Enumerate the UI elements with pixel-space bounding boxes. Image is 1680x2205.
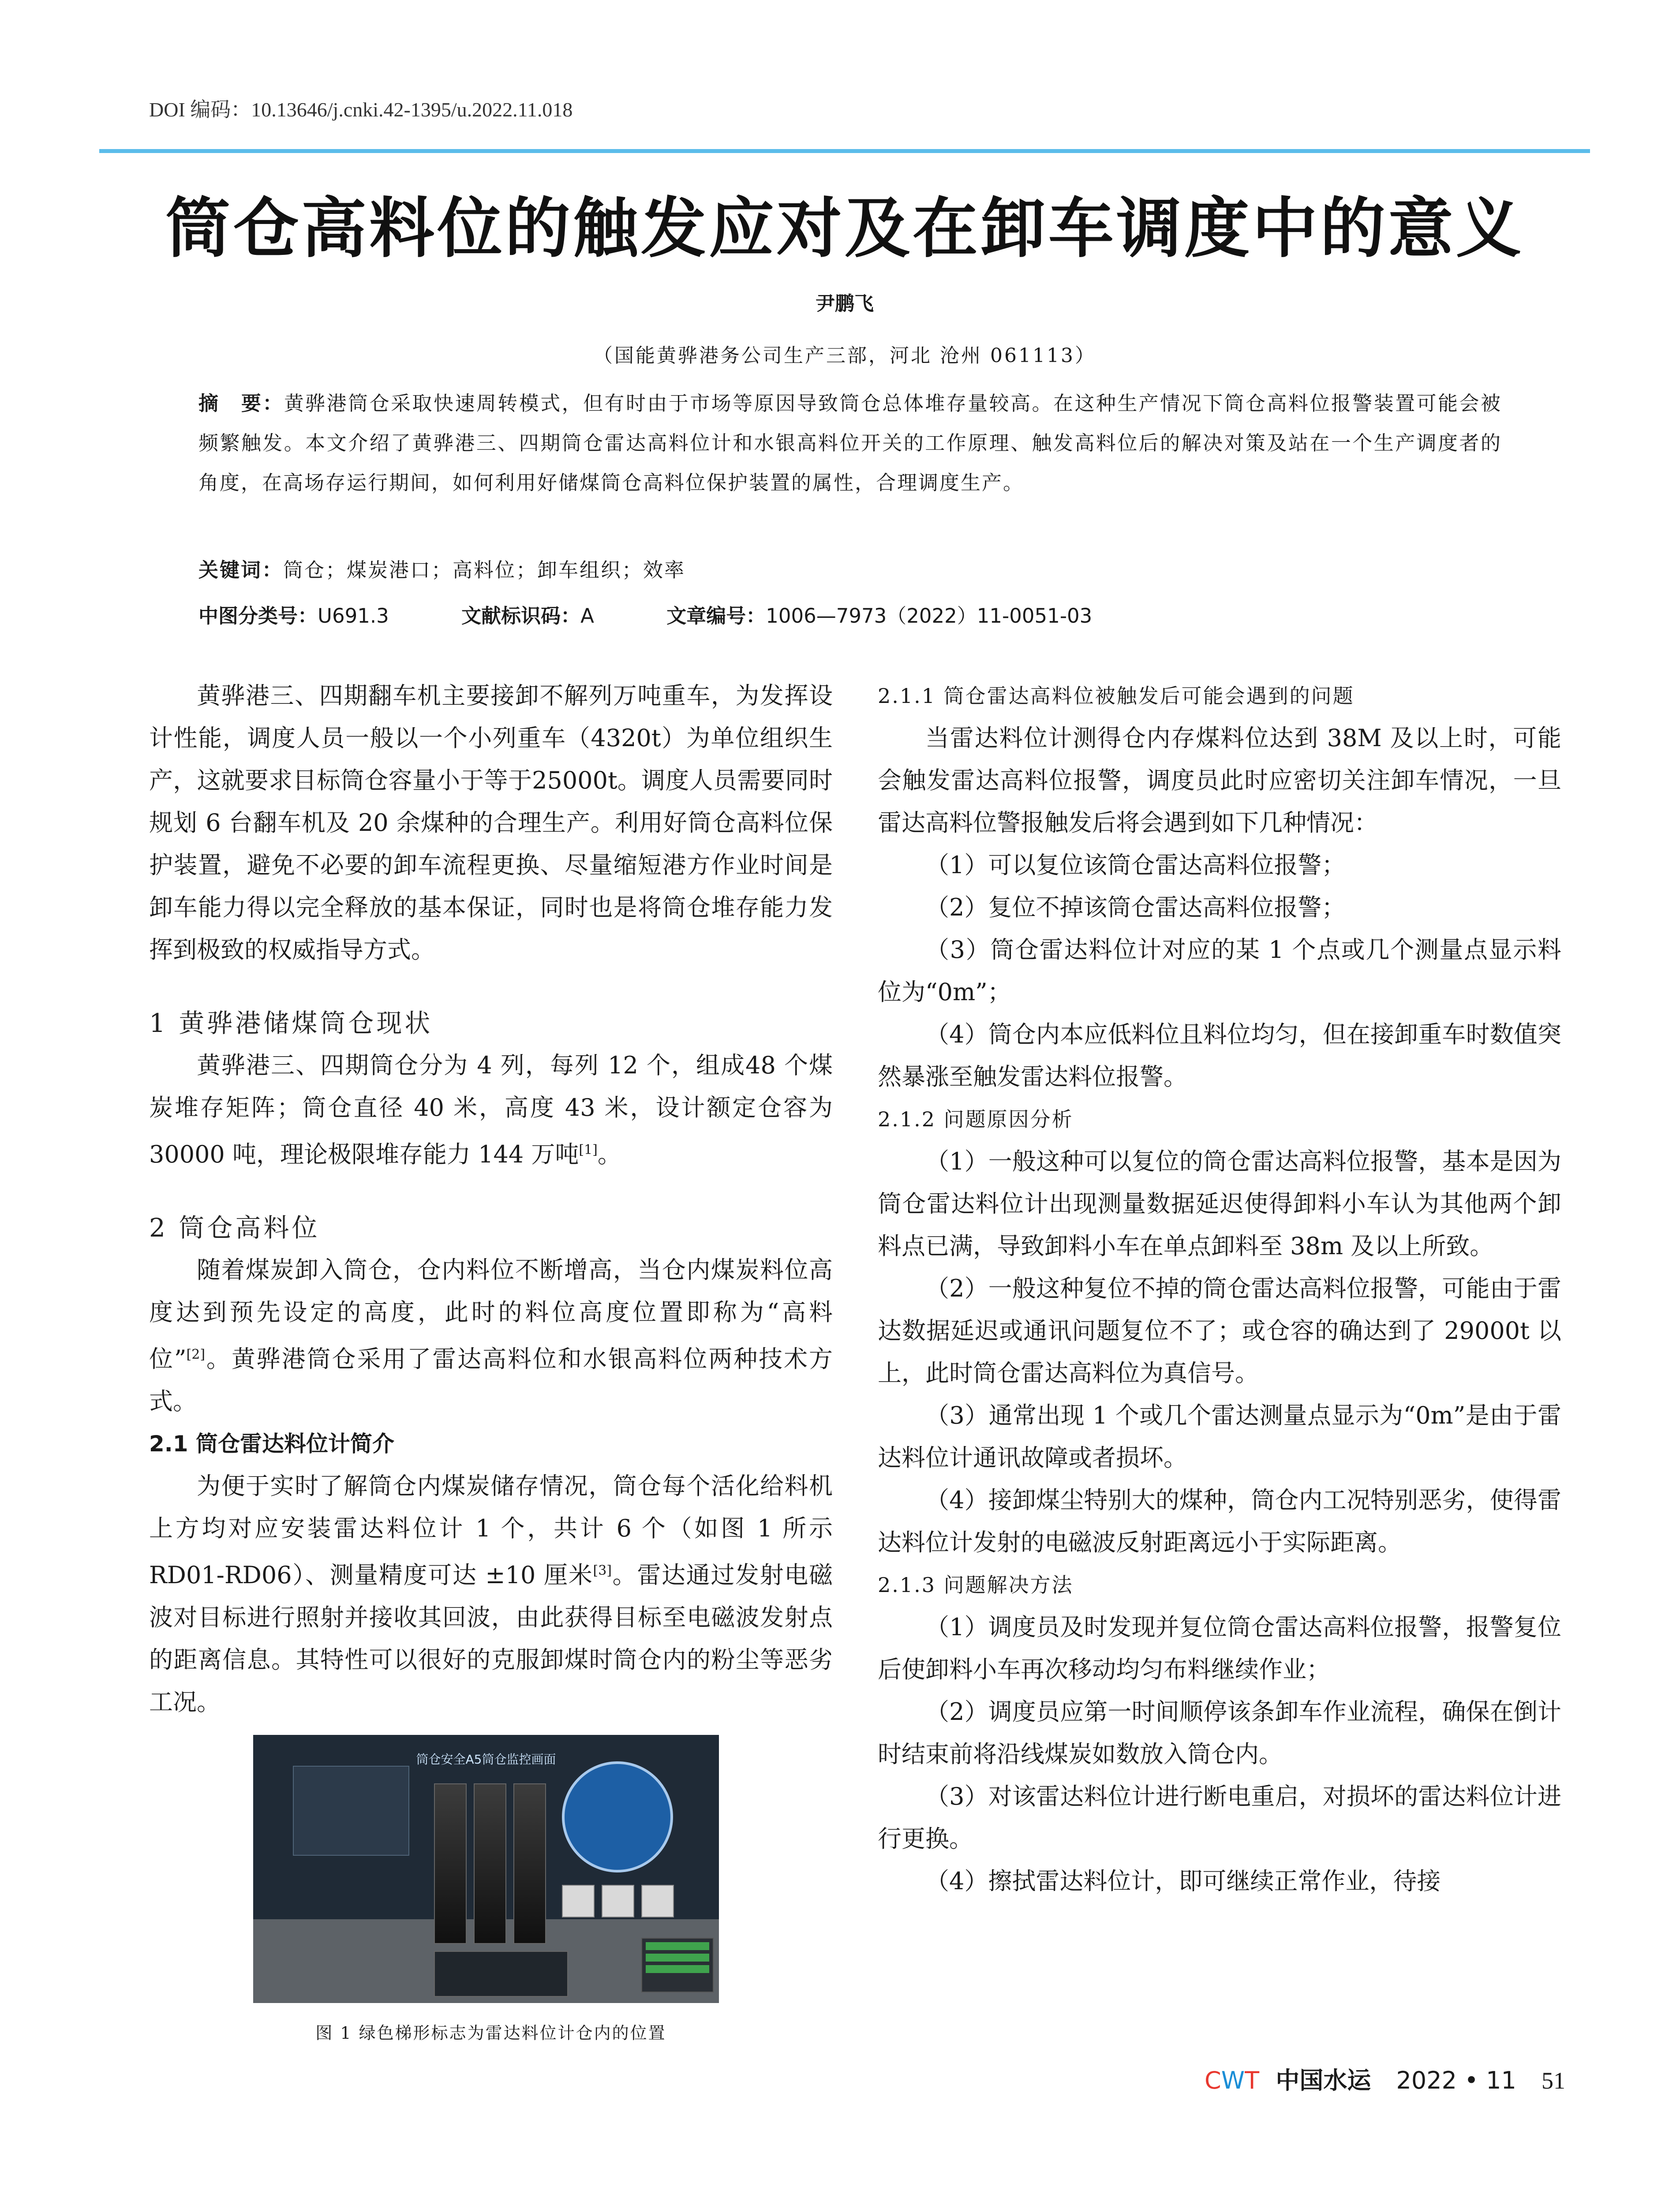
- figure-silo-column: [513, 1783, 546, 1944]
- intro-paragraph: 黄骅港三、四期翻车机主要接卸不解列万吨重车，为发挥设计性能，调度人员一般以一个小列重车（4320t）为单位组织生产，这就要求目标筒仓容量小于等于25000t。调度人员需要同时规划 6 台翻车机及 20 余煤种的合理生产。利用好筒仓高料位保护装置，避免不必要的卸车流程更换、尽量缩短港方作业时间是卸车能力得以完全释放的基本保证，同时也是将筒仓堆存能力发挥到极致的权威指导方式。: [149, 682, 833, 964]
- abstract: [198, 384, 1502, 503]
- section-2-1-paragraph: [149, 1465, 833, 1723]
- figure-table-box: [434, 1951, 568, 1997]
- clc-value: U691.3: [318, 604, 389, 628]
- s212-item: （4）接卸煤尘特别大的煤种，筒仓内工况特别恶劣，使得雷达料位计发射的电磁波反射距离远小于实际距离。: [878, 1486, 1561, 1556]
- section-2-1-2-title: 2.1.2 问题原因分析: [878, 1107, 1074, 1131]
- doc-code-label: 文献标识码：: [461, 604, 581, 628]
- section-1-text: 黄骅港三、四期筒仓分为 4 列，每列 12 个，组成48 个煤炭堆存矩阵；筒仓直径 40 米，高度 43 米，设计额定仓容为 30000 吨，理论极限堆存能力 144 万吨: [149, 1051, 833, 1168]
- s212-item: （2）一般这种复位不掉的筒仓雷达高料位报警，可能由于雷达数据延迟或通讯问题复位不了；或仓容的确达到了 29000t 以上，此时筒仓雷达高料位为真信号。: [878, 1274, 1561, 1387]
- magazine-name: 中国水运: [1276, 2067, 1371, 2094]
- figure-legend-swatch: [646, 1965, 709, 1973]
- keywords-text: 筒仓；煤炭港口；高料位；卸车组织；效率: [283, 558, 686, 582]
- s211-item: （1）可以复位该筒仓雷达高料位报警；: [925, 851, 1346, 879]
- doi-code: DOI 编码：10.13646/j.cnki.42-1395/u.2022.11.018: [149, 98, 573, 121]
- keywords: [198, 554, 1502, 583]
- s211-item: （2）复位不掉该筒仓雷达高料位报警；: [925, 893, 1346, 921]
- clc-label: 中图分类号：: [198, 604, 318, 628]
- doc-code-value: A: [580, 604, 594, 628]
- s213-item: （4）擦拭雷达料位计，即可继续正常作业，待接: [925, 1867, 1441, 1895]
- figure-gauge: [641, 1885, 674, 1917]
- figure-legend-box: [641, 1938, 714, 1992]
- section-2-1-text-b: 。雷达通过发射电磁波对目标进行照射并接收其回波，由此获得目标至电磁波发射点的距离信息。其特性可以很好的克服卸煤时筒仓内的粉尘等恶劣工况。: [149, 1561, 833, 1716]
- doc-code-item: [461, 604, 594, 628]
- page-footer: [1205, 2062, 1565, 2096]
- figure-silo-column: [434, 1783, 467, 1944]
- issue-date: 2022 • 11: [1396, 2067, 1516, 2094]
- ref-2: [2]: [186, 1347, 206, 1362]
- figure-1-caption: 图 1 绿色梯形标志为雷达料位计仓内的位置: [315, 2023, 666, 2043]
- article-affiliation: （国能黄骅港务公司生产三部，河北 沧州 061113）: [593, 344, 1096, 367]
- s212-item: （1）一般这种可以复位的筒仓雷达高料位报警，基本是因为筒仓雷达料位计出现测量数据延迟使得卸料小车认为其他两个卸料点已满，导致卸料小车在单点卸料至 38m 及以上所致。: [878, 1147, 1561, 1260]
- section-2-text-b: 。黄骅港筒仓采用了雷达高料位和水银高料位两种技术方式。: [149, 1345, 833, 1415]
- section-2-1-3-title: 2.1.3 问题解决方法: [878, 1573, 1074, 1597]
- clc-item: [198, 604, 389, 628]
- section-2-title: 2 筒仓高料位: [149, 1213, 320, 1243]
- figure-legend-swatch: [646, 1954, 709, 1962]
- s213-item: （2）调度员应第一时间顺停该条卸车作业流程，确保在倒计时结束前将沿线煤炭如数放入筒仓内。: [878, 1698, 1561, 1768]
- cwt-logo-c: C: [1205, 2067, 1221, 2094]
- section-1-end: 。: [597, 1140, 621, 1168]
- figure-gauge: [562, 1885, 595, 1917]
- ref-1: [1]: [579, 1142, 598, 1158]
- s211-item: （3）筒仓雷达料位计对应的某 1 个点或几个测量点显示料位为“0m”；: [878, 936, 1561, 1006]
- page-number: 51: [1542, 2067, 1565, 2094]
- figure-radar-layout-circle: [562, 1761, 673, 1872]
- s213-item: （3）对该雷达料位计进行断电重启，对损坏的雷达料位计进行更换。: [878, 1783, 1561, 1853]
- cwt-logo-t: T: [1245, 2067, 1260, 2094]
- figure-silo-column: [474, 1783, 506, 1944]
- section-2-1-title: 2.1 筒仓雷达料位计简介: [149, 1431, 394, 1457]
- article-author: 尹鹏飞: [816, 292, 874, 315]
- article-no-item: [666, 604, 1092, 628]
- section-1-paragraph: [149, 1044, 833, 1176]
- section-1-title: 1 黄骅港储煤筒仓现状: [149, 1008, 433, 1038]
- right-column: [878, 675, 1561, 1902]
- article-title: 筒仓高料位的触发应对及在卸车调度中的意义: [165, 191, 1524, 266]
- header-rule: [99, 149, 1590, 153]
- keywords-label: 关键词：: [198, 558, 284, 582]
- section-2-1-text-a: 为便于实时了解筒仓内煤炭储存情况，筒仓每个活化给料机上方均对应安装雷达料位计 1 个，共计 6 个（如图 1 所示 RD01-RD06）、测量精度可达 ±10 厘米: [149, 1472, 833, 1589]
- s212-item: （3）通常出现 1 个或几个雷达测量点显示为“0m”是由于雷达料位计通讯故障或者损坏。: [878, 1401, 1561, 1472]
- section-2-text-a: 随着煤炭卸入筒仓，仓内料位不断增高，当仓内煤炭料位高度达到预先设定的高度，此时的料位高度位置即称为“高料位”: [149, 1256, 833, 1373]
- section-2-1-1-paragraph: 当雷达料位计测得仓内存煤料位达到 38M 及以上时，可能会触发雷达高料位报警，调度员此时应密切关注卸车情况，一旦雷达高料位警报触发后将会遇到如下几种情况：: [878, 724, 1561, 837]
- figure-legend-swatch: [646, 1942, 709, 1950]
- abstract-label: 摘 要：: [198, 392, 284, 415]
- ref-3: [3]: [593, 1563, 612, 1578]
- figure-1-screen-title: 筒仓安全A5筒仓监控画面: [416, 1752, 556, 1767]
- figure-gauge: [602, 1885, 634, 1917]
- article-meta: [198, 600, 1502, 628]
- article-no-value: 1006—7973（2022）11-0051-03: [766, 604, 1093, 628]
- article-no-label: 文章编号：: [666, 604, 766, 628]
- section-2-1-1-title: 2.1.1 筒仓雷达高料位被触发后可能会遇到的问题: [878, 684, 1354, 708]
- figure-1-monitor-screenshot: [253, 1735, 719, 2003]
- left-column: [149, 675, 833, 2054]
- section-2-paragraph: [149, 1249, 833, 1423]
- abstract-text: 黄骅港筒仓采取快速周转模式，但有时由于市场等原因导致筒仓总体堆存量较高。在这种生产情况下筒仓高料位报警装置可能会被频繁触发。本文介绍了黄骅港三、四期筒仓雷达高料位计和水银高料位开关的工作原理、触发高料位后的解决对策及站在一个生产调度者的角度，在高场存运行期间，如何利用好储煤筒仓高料位保护装置的属性，合理调度生产。: [198, 392, 1502, 494]
- cwt-logo-w: W: [1221, 2067, 1245, 2094]
- s213-item: （1）调度员及时发现并复位筒仓雷达高料位报警，报警复位后使卸料小车再次移动均匀布料继续作业；: [878, 1613, 1561, 1683]
- s211-item: （4）筒仓内本应低料位且料位均匀，但在接卸重车时数值突然暴涨至触发雷达料位报警。: [878, 1020, 1561, 1091]
- figure-data-panel: [293, 1766, 409, 1856]
